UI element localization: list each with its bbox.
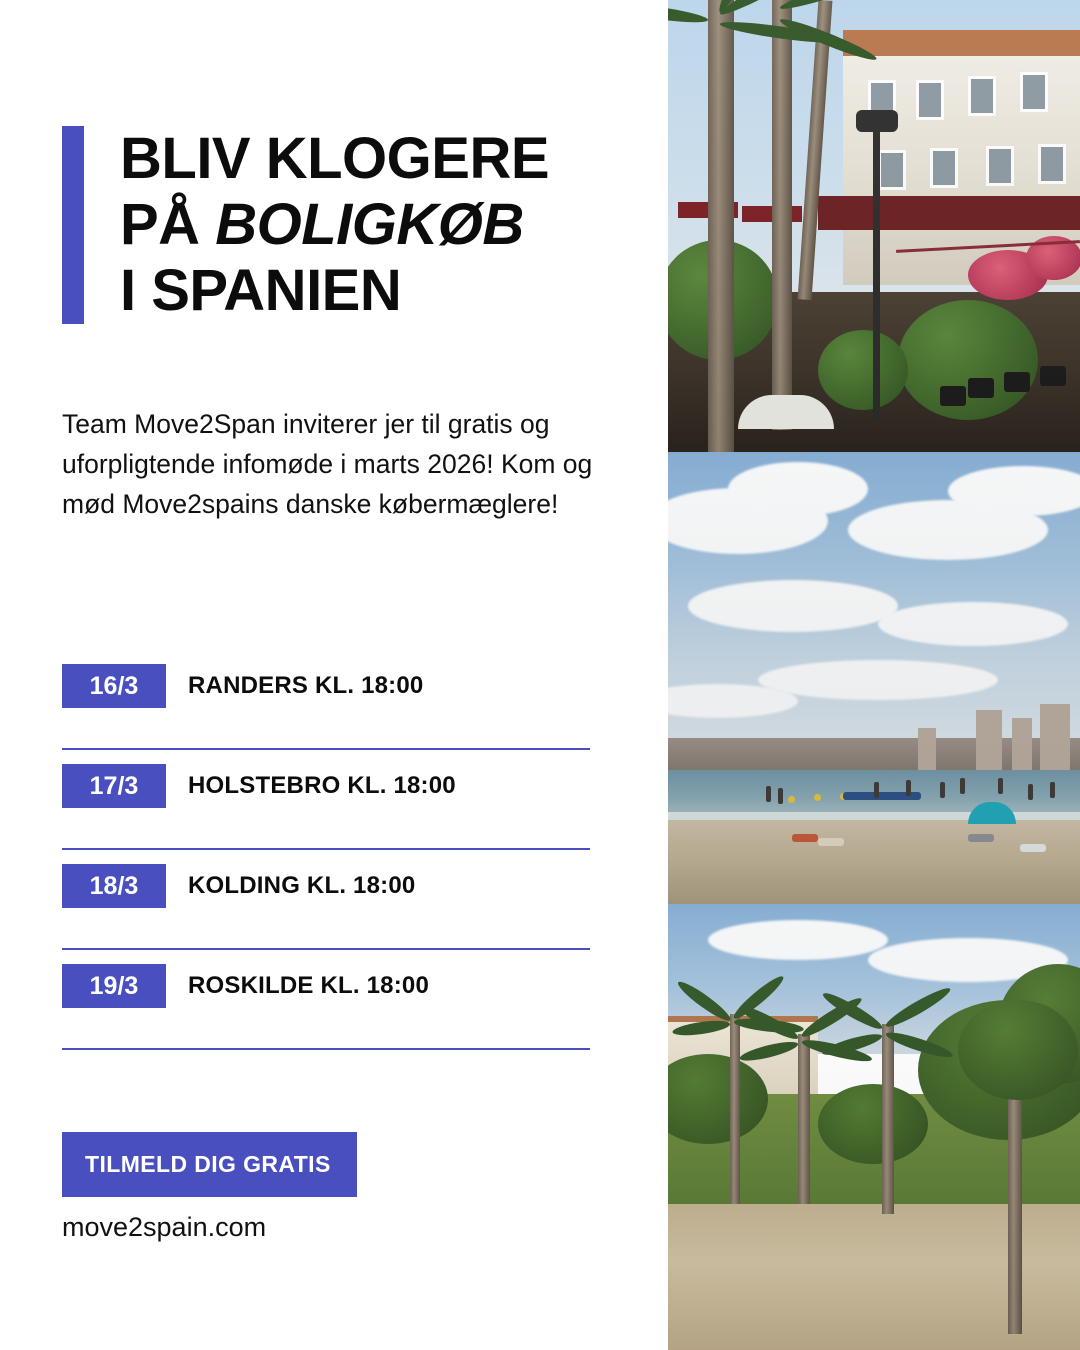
headline-block	[62, 126, 549, 324]
headline-line-2-emphasis: BOLIGKØB	[215, 192, 524, 258]
event-location-time: RANDERS KL. 18:00	[188, 672, 424, 699]
event-date-badge: 17/3	[62, 764, 166, 808]
event-date-badge: 16/3	[62, 664, 166, 708]
intro-paragraph: Team Move2Span inviterer jer til gratis og uforpligtende infomøde i marts 2026! Kom og mød Move2spains danske købermæglere!	[62, 409, 593, 519]
photo-column	[668, 0, 1080, 1350]
headline-accent-bar	[62, 126, 84, 324]
event-location-time: HOLSTEBRO KL. 18:00	[188, 772, 456, 799]
website-url[interactable]: move2spain.com	[62, 1212, 267, 1242]
beach-photo	[668, 452, 1080, 904]
event-list-item[interactable]	[62, 850, 590, 950]
plaza-with-palm-trees-photo	[668, 0, 1080, 452]
event-location-time: KOLDING KL. 18:00	[188, 872, 416, 899]
event-date-badge: 18/3	[62, 864, 166, 908]
event-list-item[interactable]	[62, 750, 590, 850]
park-with-palms-photo	[668, 904, 1080, 1350]
headline-line-2-prefix: PÅ	[120, 192, 216, 258]
headline-line-3: I SPANIEN	[120, 258, 402, 324]
event-list-item[interactable]	[62, 650, 590, 750]
event-location-time: ROSKILDE KL. 18:00	[188, 972, 429, 999]
headline-line-1: BLIV KLOGERE	[120, 126, 550, 191]
event-list-item[interactable]	[62, 950, 590, 1050]
page-title	[120, 126, 549, 324]
signup-button[interactable]: TILMELD DIG GRATIS	[62, 1132, 357, 1197]
event-date-badge: 19/3	[62, 964, 166, 1008]
event-list	[62, 650, 590, 1050]
